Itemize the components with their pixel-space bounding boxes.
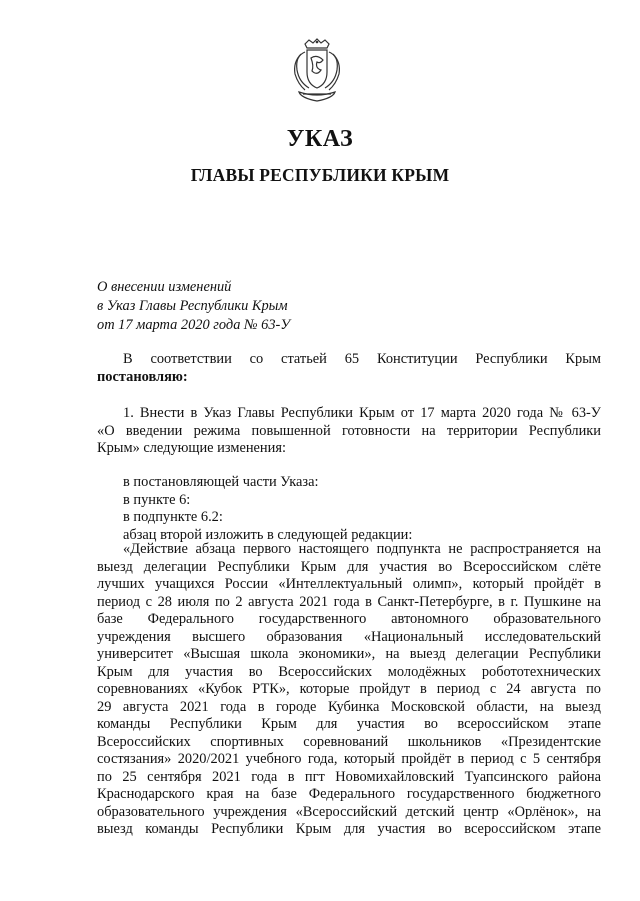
quote-line: учреждения высшего образования «Национальный исследовательский xyxy=(97,628,601,645)
document-subject xyxy=(97,278,290,335)
quote-line: Всероссийских спортивных соревнований школьников «Президентские xyxy=(97,733,601,750)
quote-line: выезд делегации Республики Крым для участия во Всероссийском слёте xyxy=(97,558,601,575)
quote-line: соревнованиях «Кубок РТК», которые пройдут в период с 24 августа по xyxy=(97,681,601,697)
crimea-coat-of-arms-emblem xyxy=(287,38,347,104)
item-1-line: «О введении режима повышенной готовности на территории Республики xyxy=(97,422,601,439)
document-title: УКАЗ xyxy=(286,126,354,152)
quote-line: базе Федерального государственного автономного образовательного xyxy=(97,611,601,627)
changes-line: абзац второй изложить в следующей редакции: xyxy=(123,526,413,543)
quote-line: Краснодарского края на базе Федерального государственного бюджетного xyxy=(97,786,601,802)
quote-line: лучших учащихся России «Интеллектуальный олимп», который пройдёт в xyxy=(97,576,601,592)
changes-line: в подпункте 6.2: xyxy=(123,509,223,525)
quote-line: Крым для участия во Всероссийских молодёжных робототехнических xyxy=(97,663,601,680)
quote-line: 29 августа 2021 года в городе Кубинка Московской области, на выезд xyxy=(97,698,601,715)
item-1-line: 1. Внести в Указ Главы Республики Крым от 17 марта 2020 года № 63-У xyxy=(123,405,601,421)
quote-line: состязания» 2020/2021 учебного года, который пройдёт в период с 5 сентября xyxy=(97,751,601,767)
item-1-paragraph xyxy=(97,405,601,458)
quote-line: выезд команды Республики Крым для участия во всероссийском этапе xyxy=(97,821,601,837)
changes-line: в пункте 6: xyxy=(123,491,191,508)
preamble-line: В соответствии со статьей 65 Конституции Республики Крым xyxy=(123,351,601,367)
preamble-decree-word xyxy=(97,369,601,387)
item-1-line: Крым» следующие изменения: xyxy=(97,440,286,456)
quote-line: команды Республики Крым для участия во всероссийском этапе xyxy=(97,716,601,732)
quote-line: по 25 сентября 2021 года в пгт Новомихайловский Туапсинского района xyxy=(97,768,601,785)
changes-line: в постановляющей части Указа: xyxy=(123,474,319,490)
subject-line: О внесении изменений xyxy=(97,279,232,295)
changes-list xyxy=(123,474,601,544)
subject-line: в Указ Главы Республики Крым xyxy=(97,298,288,314)
quote-line: университет «Высшая школа экономики», на выезд делегации Республики xyxy=(97,646,601,662)
subject-line: от 17 марта 2020 года № 63-У xyxy=(97,317,291,333)
document-subtitle: ГЛАВЫ РЕСПУБЛИКИ КРЫМ xyxy=(190,165,450,185)
new-wording-quote xyxy=(97,541,601,839)
decree-word: постановляю: xyxy=(97,368,188,385)
quote-line: период с 28 июля по 2 августа 2021 года в Санкт-Петербурге, в г. Пушкине на xyxy=(97,593,601,610)
quote-line: образовательного учреждения «Всероссийский детский центр «Орлёнок», на xyxy=(97,803,601,820)
preamble-paragraph xyxy=(97,351,601,386)
quote-line: «Действие абзаца первого настоящего подпункта не распространяется на xyxy=(123,541,601,557)
